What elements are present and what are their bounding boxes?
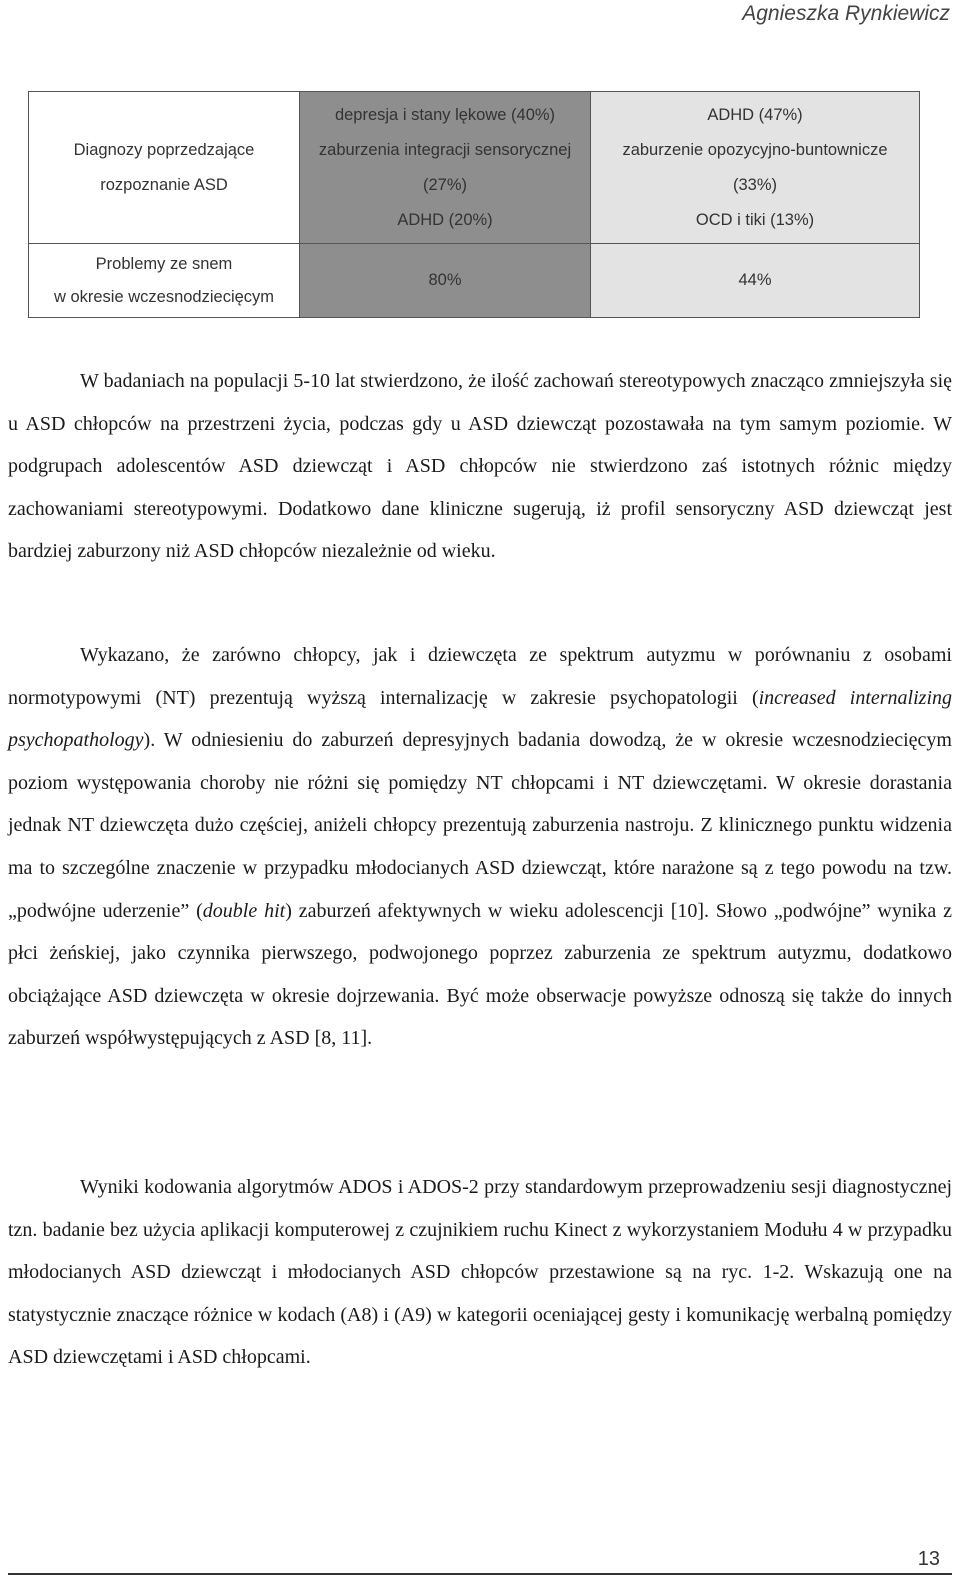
row-label-line: Problemy ze snem [95, 254, 233, 273]
footer-divider [8, 1573, 952, 1575]
row-label-cell [29, 244, 300, 318]
boys-line: zaburzenie opozycyjno-buntownicze [622, 140, 888, 159]
row-label-line: rozpoznanie ASD [100, 175, 228, 194]
row-label-line: Diagnozy poprzedzające [73, 140, 255, 159]
body-text-block [8, 360, 952, 573]
body-text-block [8, 1166, 952, 1379]
table-row [29, 244, 920, 318]
girls-cell [300, 92, 591, 244]
boys-cell [591, 92, 920, 244]
table-row [29, 92, 920, 244]
body-text-block [8, 634, 952, 1060]
girls-cell [300, 244, 591, 318]
boys-line: (33%) [732, 175, 777, 194]
running-header-author: Agnieszka Rynkiewicz [742, 2, 950, 25]
page-number: 13 [917, 1548, 940, 1570]
italic-term: double hit [202, 899, 286, 922]
paragraph-internalizing [8, 634, 952, 1060]
row-label-cell [29, 92, 300, 244]
comorbidity-table [28, 91, 920, 318]
boys-line: ADHD (47%) [707, 105, 803, 124]
girls-line: zaburzenia integracji sensorycznej [318, 140, 572, 159]
boys-value: 44% [738, 271, 772, 289]
paragraph-ados: Wyniki kodowania algorytmów ADOS i ADOS-2 przy standardowym przeprowadzeniu sesji diagnostycznej tzn. badanie bez użycia aplikacji komputerowej z czujnikiem ruchu Kinect z wykorzystaniem Modułu 4 w przypadku młodocianych ASD dziewcząt i młodocianych ASD chłopców przestawione są na ryc. 1-2. Wskazują one na statystycznie znaczące różnice w kodach (A8) i (A9) w kategorii oceniającej gesty i komunikację werbalną pomiędzy ASD dziewczętami i ASD chłopcami. [8, 1176, 952, 1369]
paragraph-text: ) zaburzeń afektywnych w wieku adolescencji [10]. Słowo „podwójne” wynika z płci żeńskiej, jako czynnika pierwszego, podwojonego poprzez zaburzenia ze spektrum autyzmu, dodatkowo obciążające ASD dziewczęta w okresie dojrzewania. Być może obserwacje powyższe odnoszą się także do innych zaburzeń współwystępujących z ASD [8, 11]. [8, 899, 953, 1050]
girls-value: 80% [428, 271, 462, 289]
girls-line: (27%) [422, 175, 467, 194]
girls-line: ADHD (20%) [397, 210, 493, 229]
row-label-line: w okresie wczesnodziecięcym [53, 287, 275, 306]
paragraph-text: ). W odniesieniu do zaburzeń depresyjnych badania dowodzą, że w okresie wczesnodziecięcym poziom występowania choroby nie różni się pomiędzy NT chłopcami i NT dziewczętami. W okresie dorastania jednak NT dziewczęta dużo częściej, aniżeli chłopcy prezentują zaburzenia nastroju. Z klinicznego punktu widzenia ma to szczególne znaczenie w przypadku młodocianych ASD dziewcząt, które narażone są z tego powodu na tzw. „podwójne uderzenie” ( [8, 729, 952, 922]
boys-line: OCD i tiki (13%) [695, 210, 815, 229]
boys-cell [591, 244, 920, 318]
paragraph-text: Wykazano, że zarówno chłopcy, jak i dziewczęta ze spektrum autyzmu w porównaniu z osobami normotypowymi (NT) prezentują wyższą internalizację w zakresie psychopatologii ( [8, 644, 952, 709]
paragraph-stereotypy: W badaniach na populacji 5-10 lat stwierdzono, że ilość zachowań stereotypowych znacząco zmniejszyła się u ASD chłopców na przestrzeni życia, podczas gdy u ASD dziewcząt pozostawała na tym samym poziomie. W podgrupach adolescentów ASD dziewcząt i ASD chłopców nie stwierdzono zaś istotnych różnic między zachowaniami stereotypowymi. Dodatkowo dane kliniczne sugerują, iż profil sensoryczny ASD dziewcząt jest bardziej zaburzony niż ASD chłopców niezależnie od wieku. [8, 370, 952, 563]
girls-line: depresja i stany lękowe (40%) [334, 105, 556, 124]
italic-term: increased internalizing psychopathology [8, 686, 952, 752]
